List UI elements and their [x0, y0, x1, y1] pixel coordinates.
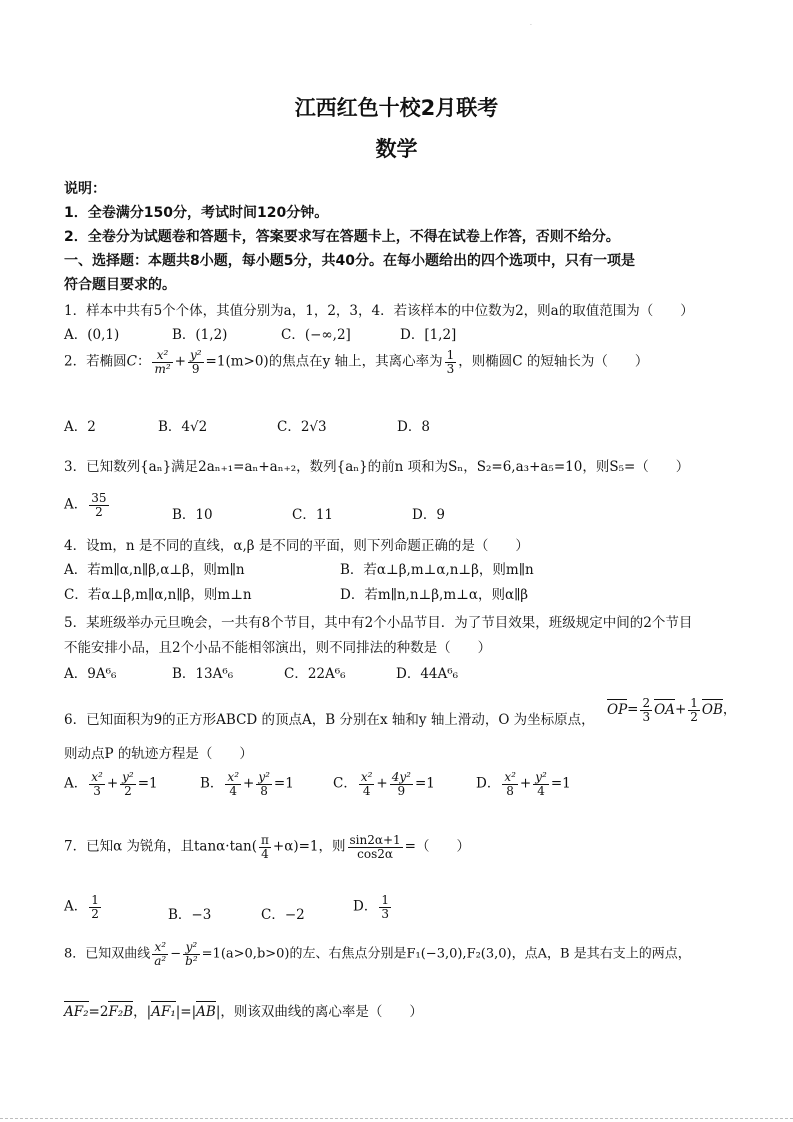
section1-instructions-cont: 符合题目要求的。: [64, 277, 176, 293]
q3-option-b: B．10: [172, 507, 213, 523]
q2-eq: =1(m>0): [205, 353, 269, 370]
q4-option-a: A．若m∥α,n∥β,α⊥β，则m∥n: [64, 562, 245, 578]
q4-stem: 4．设m，n 是不同的直线，α,β 是不同的平面，则下列命题正确的是（ ）: [64, 538, 529, 554]
q2-option-a: A．2: [64, 419, 96, 435]
q2-pre: 2．若椭圆: [64, 353, 127, 370]
q5-option-d: D．44A⁶₆: [396, 666, 459, 682]
q6-option-a: A． $\frac{\text{x²}}{3}$ + $\frac{\text{y²}}{2}$ =1: [64, 770, 158, 798]
note-item-2: 2．全卷分为试题卷和答题卡，答案要求写在答题卡上，不得在试卷上作答，否则不给分。: [64, 229, 620, 245]
q4-option-b: B．若α⊥β,m⊥α,n⊥β，则m∥n: [340, 562, 534, 578]
exam-title: 江西红色十校2月联考: [294, 96, 499, 120]
q5-stem-line1: 5．某班级举办元旦晚会，一共有8个节目，其中有2个小品节目．为了节目效果，班级规定中间的2个节目: [64, 615, 693, 631]
q2-stem: 2．若椭圆C： $\frac{\text{x²}}{\text{m²}}$ + $\frac{\text{y²}}{9}$ =1(m>0)的焦点在y 轴上，其离心率为 $\frac{1}{3}$ ，则椭圆C 的短轴长为（ ）: [64, 348, 649, 376]
q6-stem: 6．已知面积为9的正方形ABCD 的顶点A，B 分别在x 轴和y 轴上滑动，O 为坐标原点，: [64, 712, 595, 728]
q5-option-a: A．9A⁶₆: [64, 666, 117, 682]
q2-colon: ：: [136, 353, 151, 370]
q3-option-a: A． $\frac{35}{2}$: [64, 491, 107, 519]
q1-option-a: A．(0,1): [64, 327, 120, 343]
q2-frac-x: $\frac{\text{x²}}{\text{m²}}$: [154, 348, 171, 376]
note-item-1: 1．全卷满分150分，考试时间120分钟。: [64, 205, 329, 221]
q6-vector-eq: OP= $\frac{2}{3}$ OA+ $\frac{1}{2}$ OB，: [607, 696, 737, 724]
q7-option-a: A． $\frac{1}{2}$: [64, 893, 99, 921]
q5-option-c: C．22A⁶₆: [284, 666, 346, 682]
q8-stem: 8．已知双曲线 $\frac{\text{x²}}{\text{a²}}$ − $\frac{\text{y²}}{\text{b²}}$ =1(a>0,b>0)的左、右焦点分别是F₁(−3,0),F₂(3,0)，点A，B 是其右支上的两点，: [64, 940, 691, 968]
q3-stem: 3．已知数列{aₙ}满足2aₙ₊₁=aₙ+aₙ₊₂，数列{aₙ}的前n 项和为Sₙ，S₂=6,a₃+a₅=10，则S₅=（ ）: [64, 459, 690, 475]
q2-frac-ecc: $\frac{1}{3}$: [446, 348, 455, 376]
q6-option-b: B． $\frac{\text{x²}}{4}$ + $\frac{\text{y²}}{8}$ =1: [200, 770, 294, 798]
q2-option-c: C．2√3: [277, 419, 327, 435]
q8-stem-line2: AF₂=2F₂B，|AF₁|=|AB|，则该双曲线的离心率是（ ）: [64, 1004, 423, 1020]
page-footer-divider: [0, 1118, 793, 1119]
q2-post: ，则椭圆C 的短轴长为（ ）: [458, 353, 649, 370]
q7-option-c: C．−2: [261, 907, 305, 923]
q4-option-c: C．若α⊥β,m∥α,n∥β，则m⊥n: [64, 587, 252, 603]
q1-stem: 1．样本中共有5个个体，其值分别为a，1，2，3，4．若该样本的中位数为2，则a的取值范围为（ ）: [64, 303, 694, 319]
q1-option-c: C．(−∞,2]: [281, 327, 351, 343]
q2-option-b: B．4√2: [158, 419, 208, 435]
section1-instructions: 一、选择题：本题共8小题，每小题5分，共40分。在每小题给出的四个选项中，只有一项是: [64, 253, 635, 269]
q5-option-b: B．13A⁶₆: [172, 666, 234, 682]
q2-c: C: [126, 353, 137, 370]
q4-option-d: D．若m∥n,n⊥β,m⊥α，则α∥β: [340, 587, 529, 603]
notes-heading: 说明：: [64, 181, 106, 197]
q7-option-b: B．−3: [168, 907, 212, 923]
q6-stem-line2: 则动点P 的轨迹方程是（ ）: [64, 746, 253, 762]
q2-option-d: D．8: [397, 419, 430, 435]
q6-option-d: D． $\frac{\text{x²}}{8}$ + $\frac{\text{y²}}{4}$ =1: [476, 770, 571, 798]
q3-option-d: D．9: [412, 507, 445, 523]
q2-frac-y: $\frac{\text{y²}}{9}$: [189, 348, 202, 376]
exam-subject: 数学: [375, 137, 418, 161]
q7-option-d: D． $\frac{1}{3}$: [353, 893, 389, 921]
q1-option-b: B．(1,2): [172, 327, 228, 343]
q5-stem-line2: 不能安排小品，且2个小品不能相邻演出，则不同排法的种数是（ ）: [64, 640, 492, 656]
q7-stem: 7．已知α 为锐角，且tanα·tan( $\frac{\pi}{4}$ +α)=1，则 $\frac{\sin 2\alpha+1}{\cos 2\alpha}$ =（ ）: [64, 833, 470, 861]
q2-mid: 的焦点在y 轴上，其离心率为: [268, 353, 443, 370]
header-mark: ·: [530, 22, 532, 29]
q3-option-c: C．11: [292, 507, 334, 523]
q1-option-d: D．[1,2]: [400, 327, 457, 343]
q6-option-c: C． $\frac{\text{x²}}{4}$ + $\frac{\text{4y²}}{9}$ =1: [333, 770, 435, 798]
